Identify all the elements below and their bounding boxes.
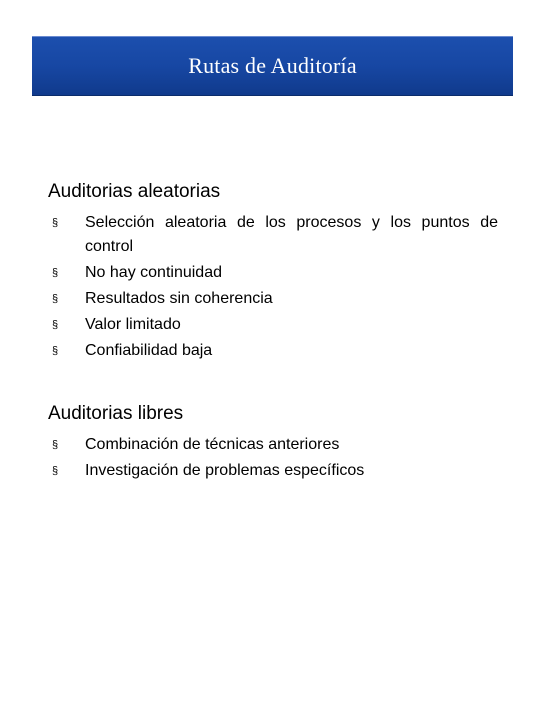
list-item-text: Confiabilidad baja	[85, 342, 213, 359]
bullet-icon: §	[52, 319, 59, 331]
list-item-text: Investigación de problemas específicos	[85, 462, 365, 479]
bullet-icon: §	[52, 439, 59, 451]
section-random-audits	[48, 180, 498, 364]
section-heading: Auditorias aleatorias	[48, 181, 221, 202]
section-free-audits	[48, 402, 498, 484]
list-item	[48, 260, 498, 286]
list-item-text: Resultados sin coherencia	[85, 290, 273, 307]
section-heading: Auditorias libres	[48, 403, 184, 424]
list-item	[48, 312, 498, 338]
bullet-icon: §	[52, 345, 59, 357]
bullet-icon: §	[52, 465, 59, 477]
list-item	[48, 210, 498, 260]
list-item-text: Selección aleatoria de los procesos y los puntos de control	[85, 214, 498, 255]
page-title: Rutas de Auditoría	[188, 53, 357, 78]
list-item-text: Valor limitado	[85, 316, 181, 333]
bullet-list	[48, 432, 498, 484]
title-banner	[32, 36, 513, 96]
bullet-icon: §	[52, 217, 59, 229]
bullet-icon: §	[52, 267, 59, 279]
bullet-icon: §	[52, 293, 59, 305]
list-item	[48, 458, 498, 484]
list-item	[48, 432, 498, 458]
list-item-text: Combinación de técnicas anteriores	[85, 436, 340, 453]
bullet-list	[48, 210, 498, 364]
list-item	[48, 286, 498, 312]
list-item-text: No hay continuidad	[85, 264, 222, 281]
list-item	[48, 338, 498, 364]
